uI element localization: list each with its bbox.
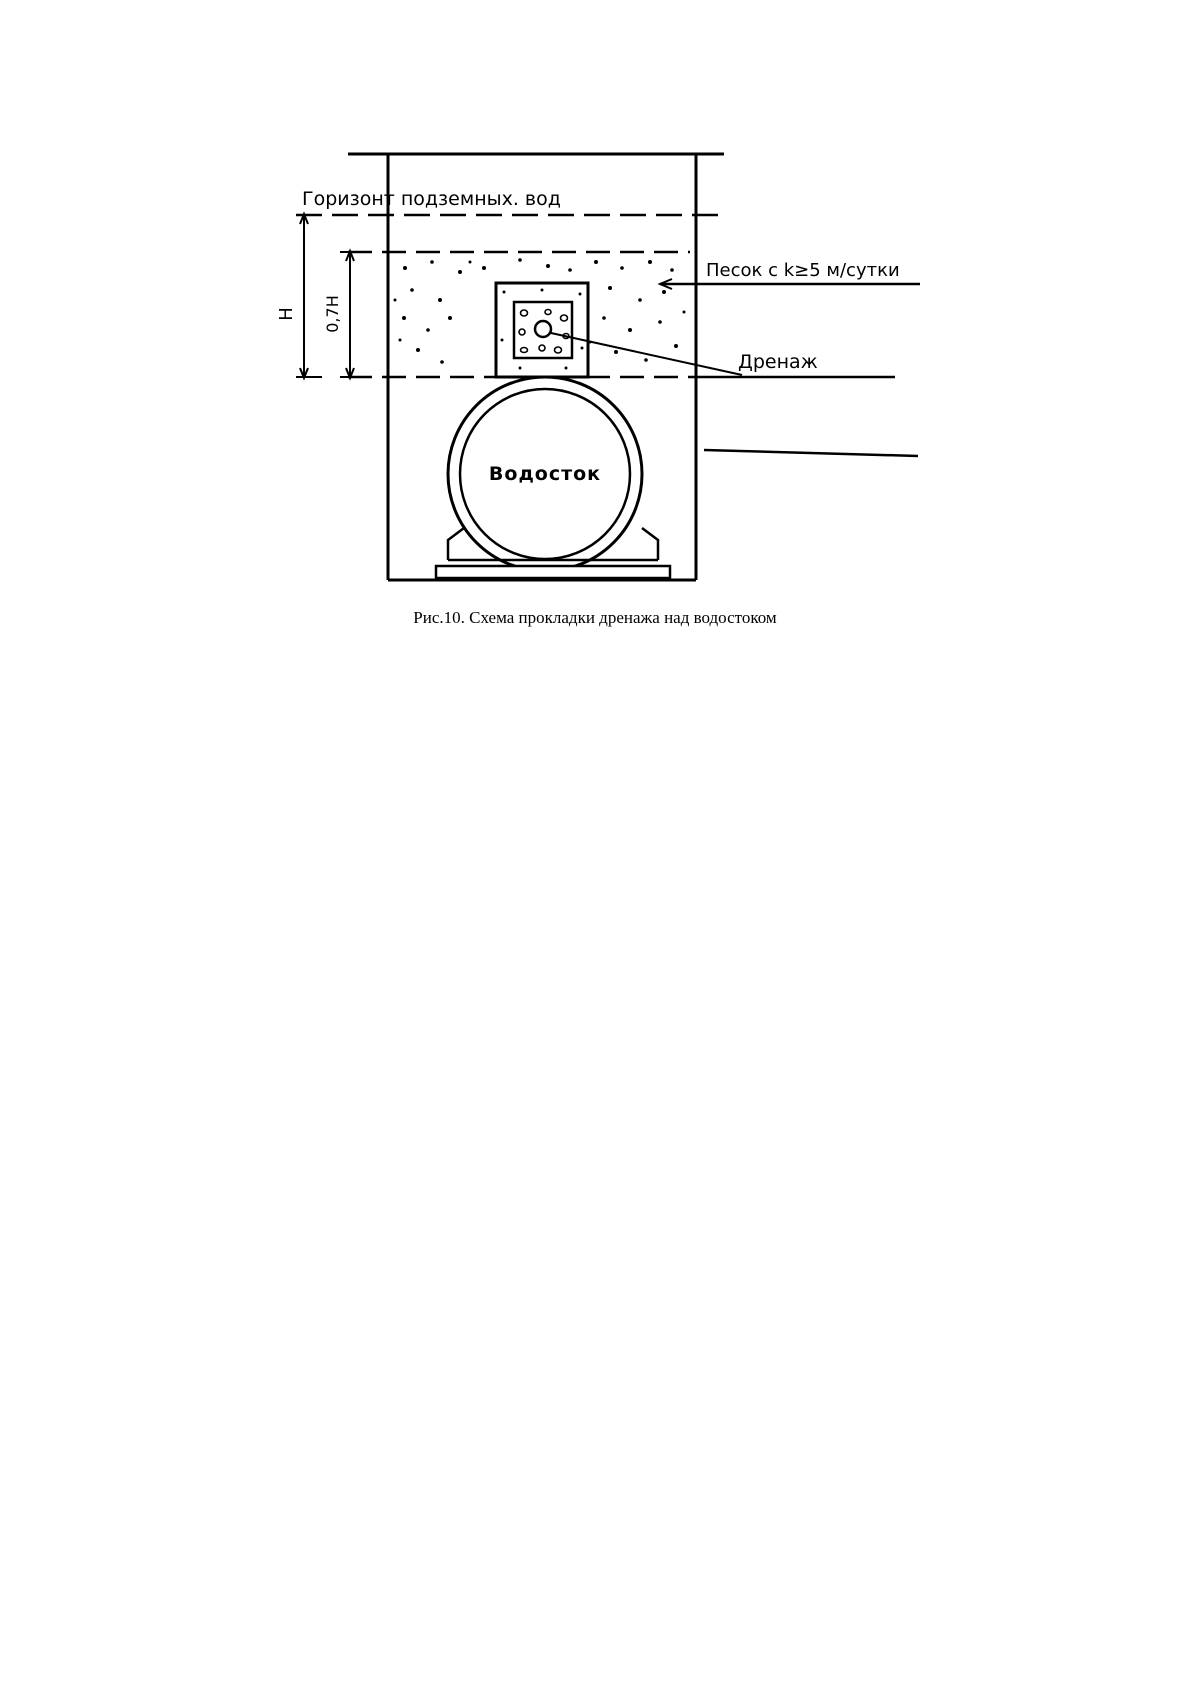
figure-caption: Рис.10. Схема прокладки дренажа над водостоком bbox=[413, 608, 777, 627]
storm-drain-leader-line bbox=[704, 450, 918, 456]
drain-label: Дренаж bbox=[738, 351, 818, 373]
dim-h-label: H bbox=[276, 307, 297, 321]
dim-07h-label: 0,7H bbox=[323, 295, 342, 333]
drain-pipe bbox=[535, 321, 551, 337]
dimension-h bbox=[296, 214, 322, 378]
dimension-07h bbox=[340, 251, 360, 378]
sand-label: Песок с k≥5 м/сутки bbox=[706, 260, 900, 281]
storm-drain-label: Водосток bbox=[488, 463, 602, 485]
pipe-base-slab bbox=[436, 566, 670, 578]
drainage-diagram bbox=[0, 0, 1190, 640]
groundwater-label: Горизонт подземных. вод bbox=[302, 188, 561, 210]
